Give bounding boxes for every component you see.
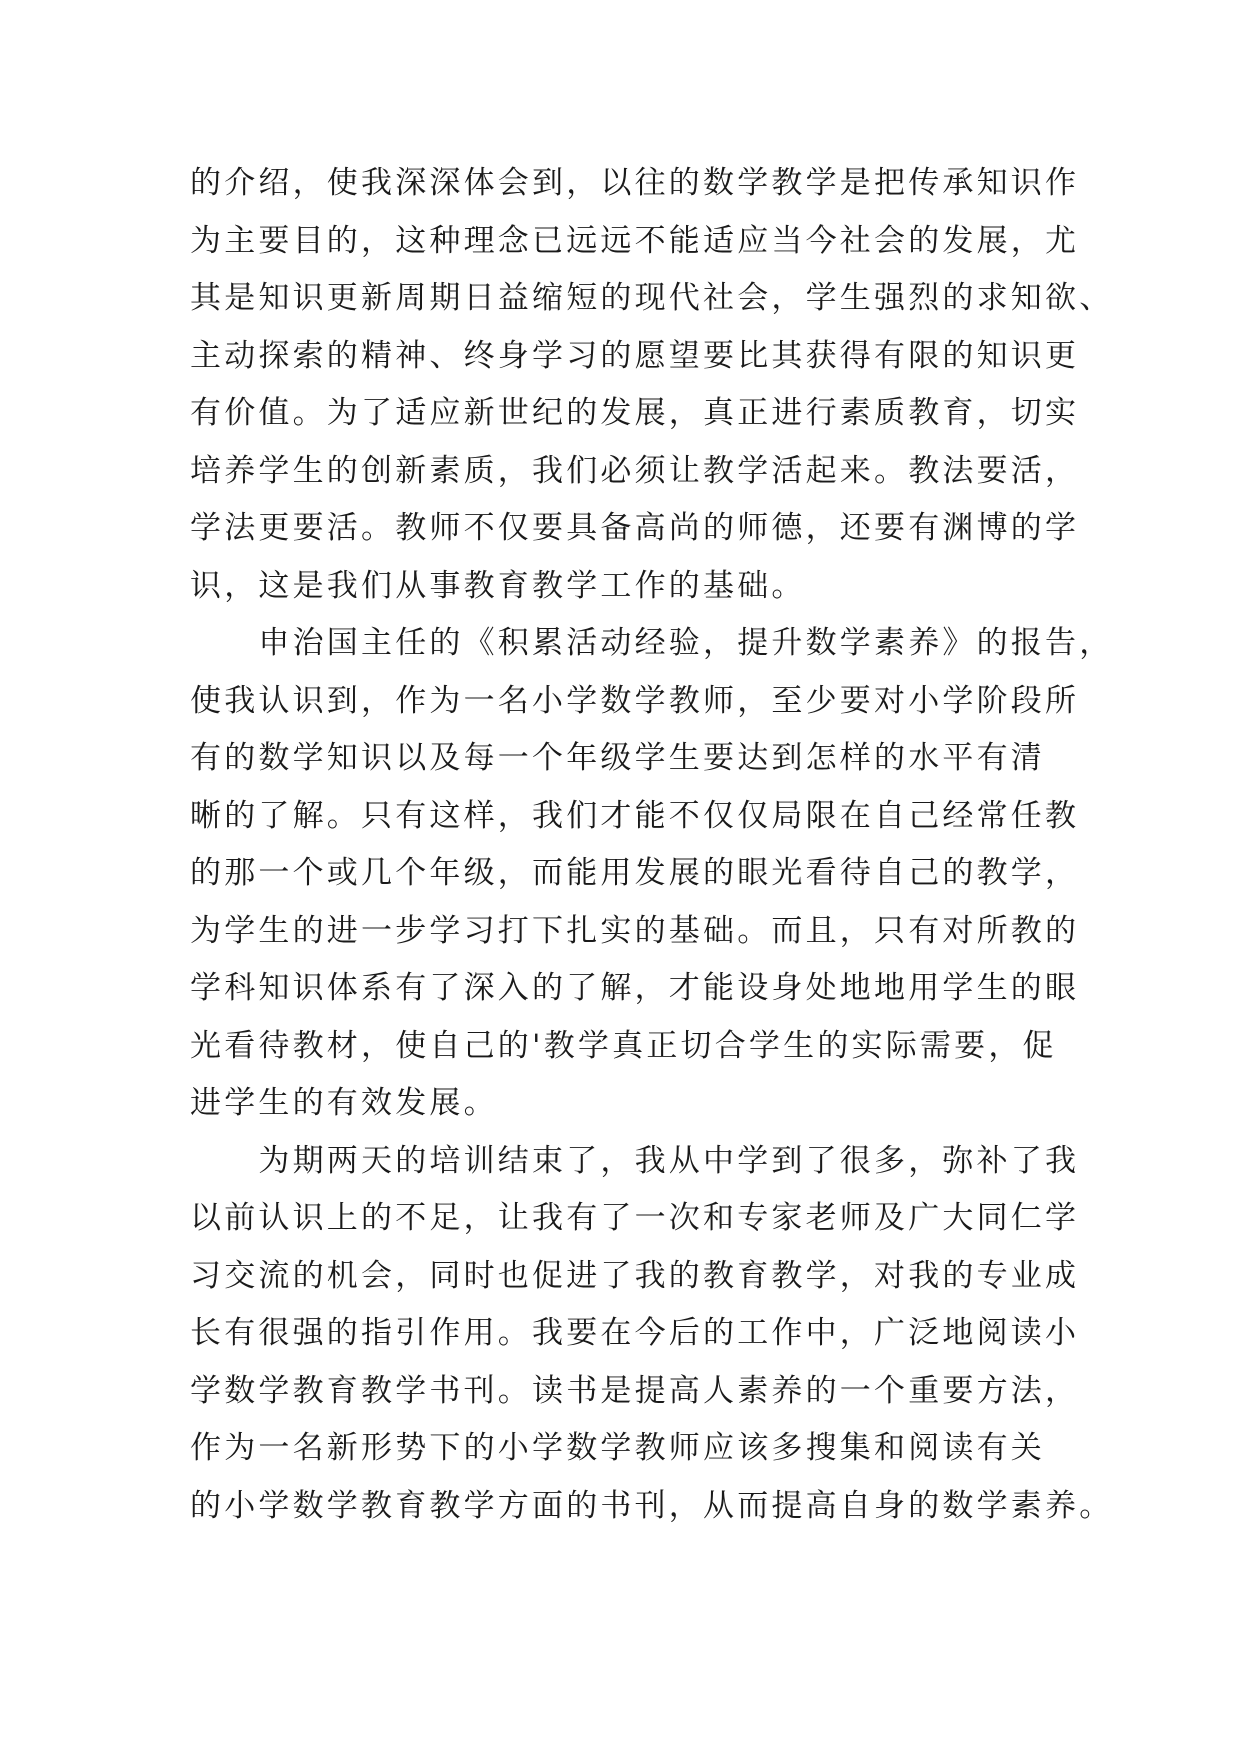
- text-line: 培养学生的创新素质，我们必须让教学活起来。教法要活，: [190, 452, 1080, 489]
- text-line: 以前认识上的不足，让我有了一次和专家老师及广大同仁学: [190, 1200, 1080, 1236]
- body-text: [190, 155, 1114, 1535]
- text-line: 主动探索的精神、终身学习的愿望要比其获得有限的知识更: [190, 337, 1080, 374]
- text-line: 晰的了解。只有这样，我们才能不仅仅局限在自己经常任教: [190, 797, 1080, 834]
- text-line: 申治国主任的《积累活动经验，提升数学素养》的报告，: [190, 625, 1114, 661]
- text-line: 其是知识更新周期日益缩短的现代社会，学生强烈的求知欲、: [190, 280, 1114, 316]
- text-line: 习交流的机会，同时也促进了我的教育教学，对我的专业成: [190, 1257, 1080, 1294]
- text-line: 识，这是我们从事教育教学工作的基础。: [190, 567, 806, 604]
- text-line: 为期两天的培训结束了，我从中学到了很多，弥补了我: [190, 1142, 1080, 1179]
- text-line: 的小学数学教育教学方面的书刊，从而提高自身的数学素养。: [190, 1487, 1114, 1524]
- text-line: 光看待教材，使自己的'教学真正切合学生的实际需要，促: [190, 1027, 1057, 1064]
- text-line: 学法更要活。教师不仅要具备高尚的师德，还要有渊博的学: [190, 510, 1080, 546]
- text-line: 学科知识体系有了深入的了解，才能设身处地地用学生的眼: [190, 970, 1080, 1006]
- text-line: 有的数学知识以及每一个年级学生要达到怎样的水平有清: [190, 740, 1045, 776]
- text-line: 为主要目的，这种理念已远远不能适应当今社会的发展，尤: [190, 222, 1080, 259]
- text-line: 学数学教育教学书刊。读书是提高人素养的一个重要方法，: [190, 1372, 1080, 1409]
- text-line: 使我认识到，作为一名小学数学教师，至少要对小学阶段所: [190, 682, 1080, 719]
- text-line: 有价值。为了适应新世纪的发展，真正进行素质教育，切实: [190, 395, 1080, 431]
- text-line: 为学生的进一步学习打下扎实的基础。而且，只有对所教的: [190, 912, 1080, 949]
- text-line: 的介绍，使我深深体会到，以往的数学教学是把传承知识作: [190, 165, 1080, 201]
- text-line: 长有很强的指引作用。我要在今后的工作中，广泛地阅读小: [190, 1315, 1080, 1351]
- text-line: 进学生的有效发展。: [190, 1085, 498, 1121]
- text-line: 作为一名新形势下的小学数学教师应该多搜集和阅读有关: [190, 1430, 1045, 1466]
- text-line: 的那一个或几个年级，而能用发展的眼光看待自己的教学，: [190, 855, 1080, 891]
